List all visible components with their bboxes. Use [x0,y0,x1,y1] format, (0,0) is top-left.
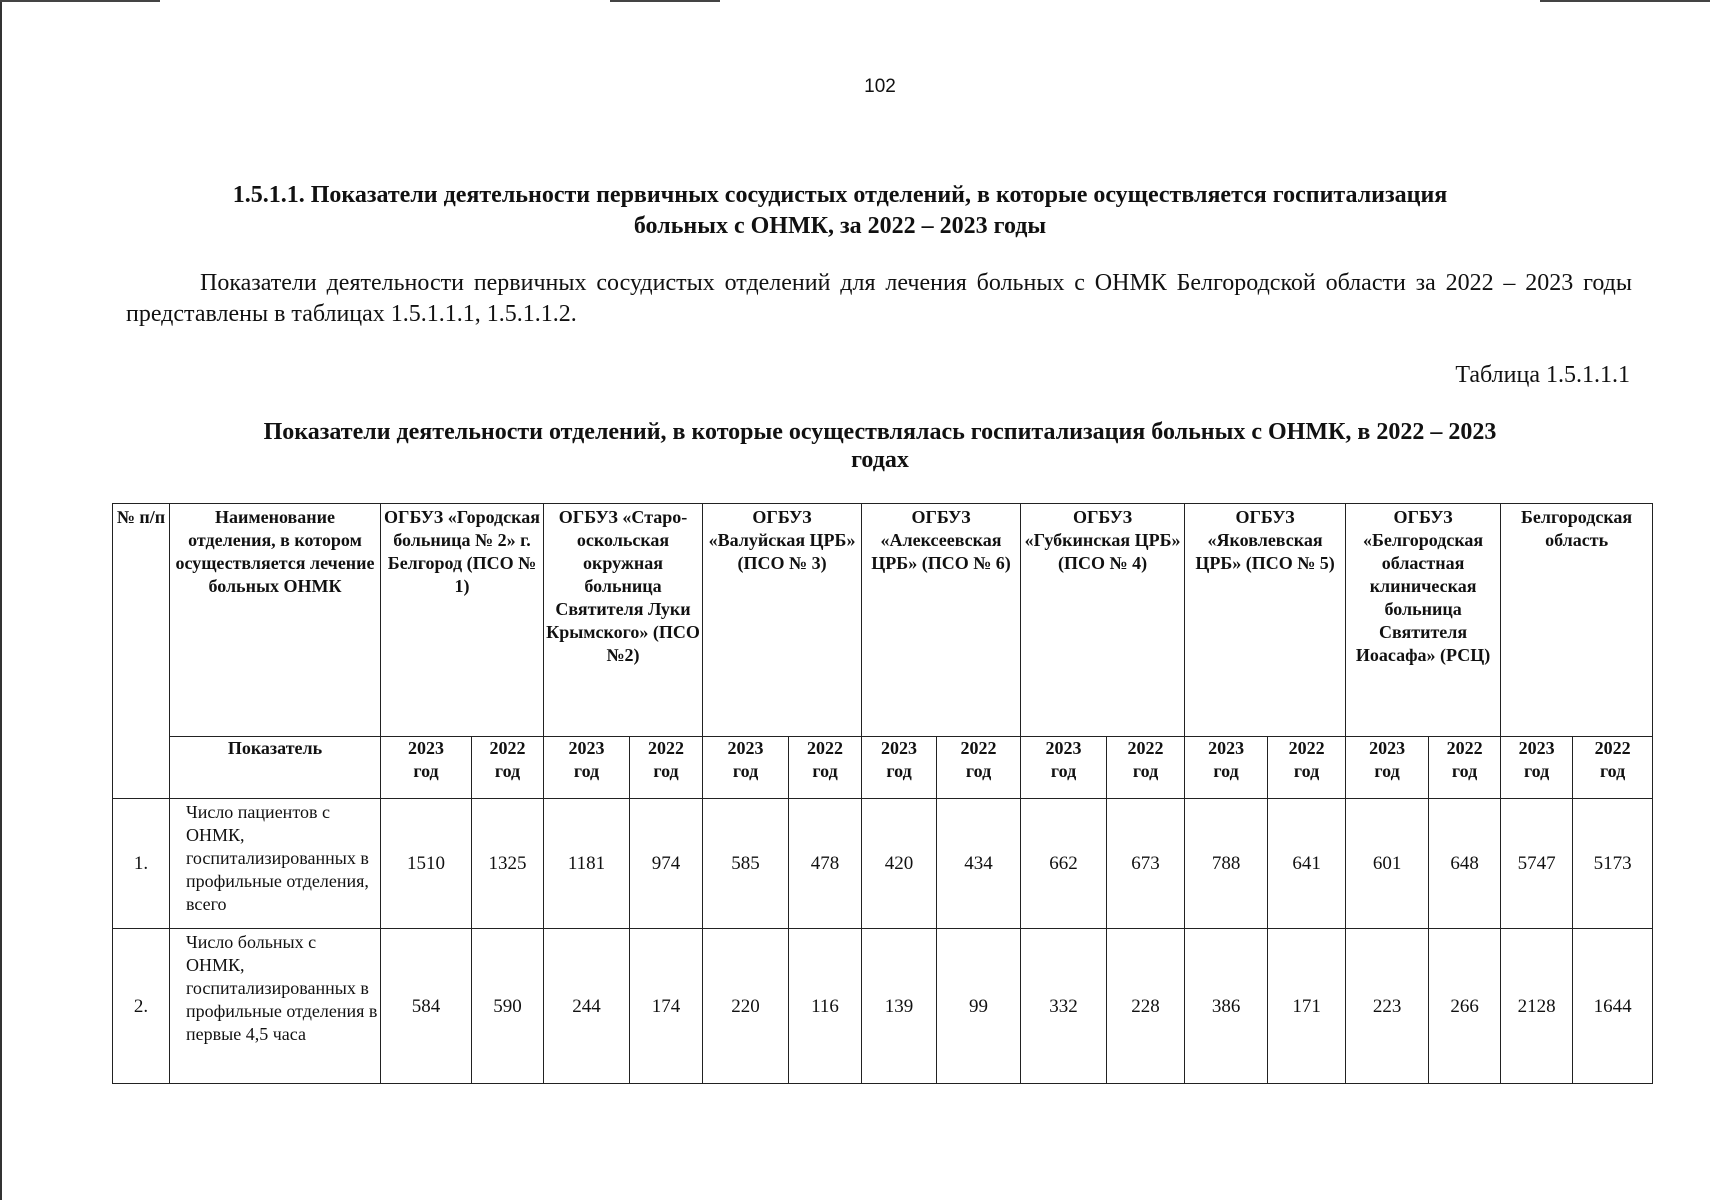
value-cell: 220 [703,929,789,1084]
year-header-2022: 2022 год [1268,737,1346,799]
table-number: Таблица 1.5.1.1.1 [1455,362,1630,388]
value-cell: 174 [630,929,703,1084]
year-header-2022: 2022 год [1573,737,1653,799]
org-header: ОГБУЗ «Городская больница № 2» г. Белгород (ПСО № 1) [381,504,544,737]
row-label: Число больных с ОНМК, госпитализированных в профильные отделения в первые 4,5 часа [170,929,381,1084]
value-cell: 1644 [1573,929,1653,1084]
row-number: 1. [113,799,170,929]
value-cell: 5173 [1573,799,1653,929]
row-label: Число пациентов с ОНМК, госпитализированных в профильные отделения, всего [170,799,381,929]
value-cell: 1510 [381,799,472,929]
value-cell: 590 [472,929,544,1084]
year-header-2023: 2023 год [703,737,789,799]
value-cell: 788 [1185,799,1268,929]
value-cell: 641 [1268,799,1346,929]
data-table [112,503,1653,1084]
page-top-edge [1540,0,1710,2]
year-header-row [113,737,1653,799]
value-cell: 223 [1346,929,1429,1084]
value-cell: 673 [1107,799,1185,929]
org-header: ОГБУЗ «Белгородская областная клиническая больница Святителя Иоасафа» (РСЦ) [1346,504,1501,737]
table-header-row [113,504,1653,737]
value-cell: 420 [862,799,937,929]
region-header: Белгородская область [1501,504,1653,737]
section-title: 1.5.1.1. Показатели деятельности первичных сосудистых отделений, в которые осуществляется госпитализация больных с ОНМК, за 2022 – 2023 годы [232,182,1448,239]
year-header-2022: 2022 год [1107,737,1185,799]
year-header-2023: 2023 год [1346,737,1429,799]
org-header: ОГБУЗ «Алексеевская ЦРБ» (ПСО № 6) [862,504,1021,737]
org-header: ОГБУЗ «Губкинская ЦРБ» (ПСО № 4) [1021,504,1185,737]
value-cell: 228 [1107,929,1185,1084]
intro-paragraph: Показатели деятельности первичных сосудистых отделений для лечения больных с ОНМК Белгородской области за 2022 – 2023 годы представлены в таблицах 1.5.1.1.1, 1.5.1.1.2. [126,270,1632,327]
value-cell: 266 [1429,929,1501,1084]
page-number: 102 [864,76,896,97]
page-left-edge [0,0,2,1200]
table-title: Показатели деятельности отделений, в которые осуществлялась госпитализация больных с ОНМК, в 2022 – 2023 годах [263,419,1497,473]
value-cell: 648 [1429,799,1501,929]
value-cell: 244 [544,929,630,1084]
value-cell: 601 [1346,799,1429,929]
indicator-header: Показатель [170,737,381,799]
value-cell: 434 [937,799,1021,929]
org-header: ОГБУЗ «Валуйская ЦРБ» (ПСО № 3) [703,504,862,737]
value-cell: 2128 [1501,929,1573,1084]
value-cell: 1325 [472,799,544,929]
org-header: ОГБУЗ «Старо-оскольская окружная больница Святителя Луки Крымского» (ПСО №2) [544,504,703,737]
page-top-edge [610,0,720,2]
year-header-2023: 2023 год [1021,737,1107,799]
year-header-2023: 2023 год [1501,737,1573,799]
value-cell: 584 [381,929,472,1084]
table-row [113,799,1653,929]
value-cell: 974 [630,799,703,929]
row-number: 2. [113,929,170,1084]
value-cell: 478 [789,799,862,929]
year-header-2022: 2022 год [1429,737,1501,799]
value-cell: 171 [1268,929,1346,1084]
org-header: ОГБУЗ «Яковлевская ЦРБ» (ПСО № 5) [1185,504,1346,737]
value-cell: 1181 [544,799,630,929]
col-name-header: Наименование отделения, в котором осуществляется лечение больных ОНМК [170,504,381,737]
value-cell: 662 [1021,799,1107,929]
year-header-2023: 2023 год [381,737,472,799]
year-header-2023: 2023 год [1185,737,1268,799]
table-row [113,929,1653,1084]
year-header-2023: 2023 год [544,737,630,799]
value-cell: 332 [1021,929,1107,1084]
col-num-header: № п/п [113,504,170,799]
value-cell: 585 [703,799,789,929]
value-cell: 99 [937,929,1021,1084]
page-top-edge [0,0,160,2]
year-header-2023: 2023 год [862,737,937,799]
year-header-2022: 2022 год [789,737,862,799]
value-cell: 139 [862,929,937,1084]
value-cell: 386 [1185,929,1268,1084]
year-header-2022: 2022 год [472,737,544,799]
year-header-2022: 2022 год [937,737,1021,799]
value-cell: 116 [789,929,862,1084]
year-header-2022: 2022 год [630,737,703,799]
value-cell: 5747 [1501,799,1573,929]
